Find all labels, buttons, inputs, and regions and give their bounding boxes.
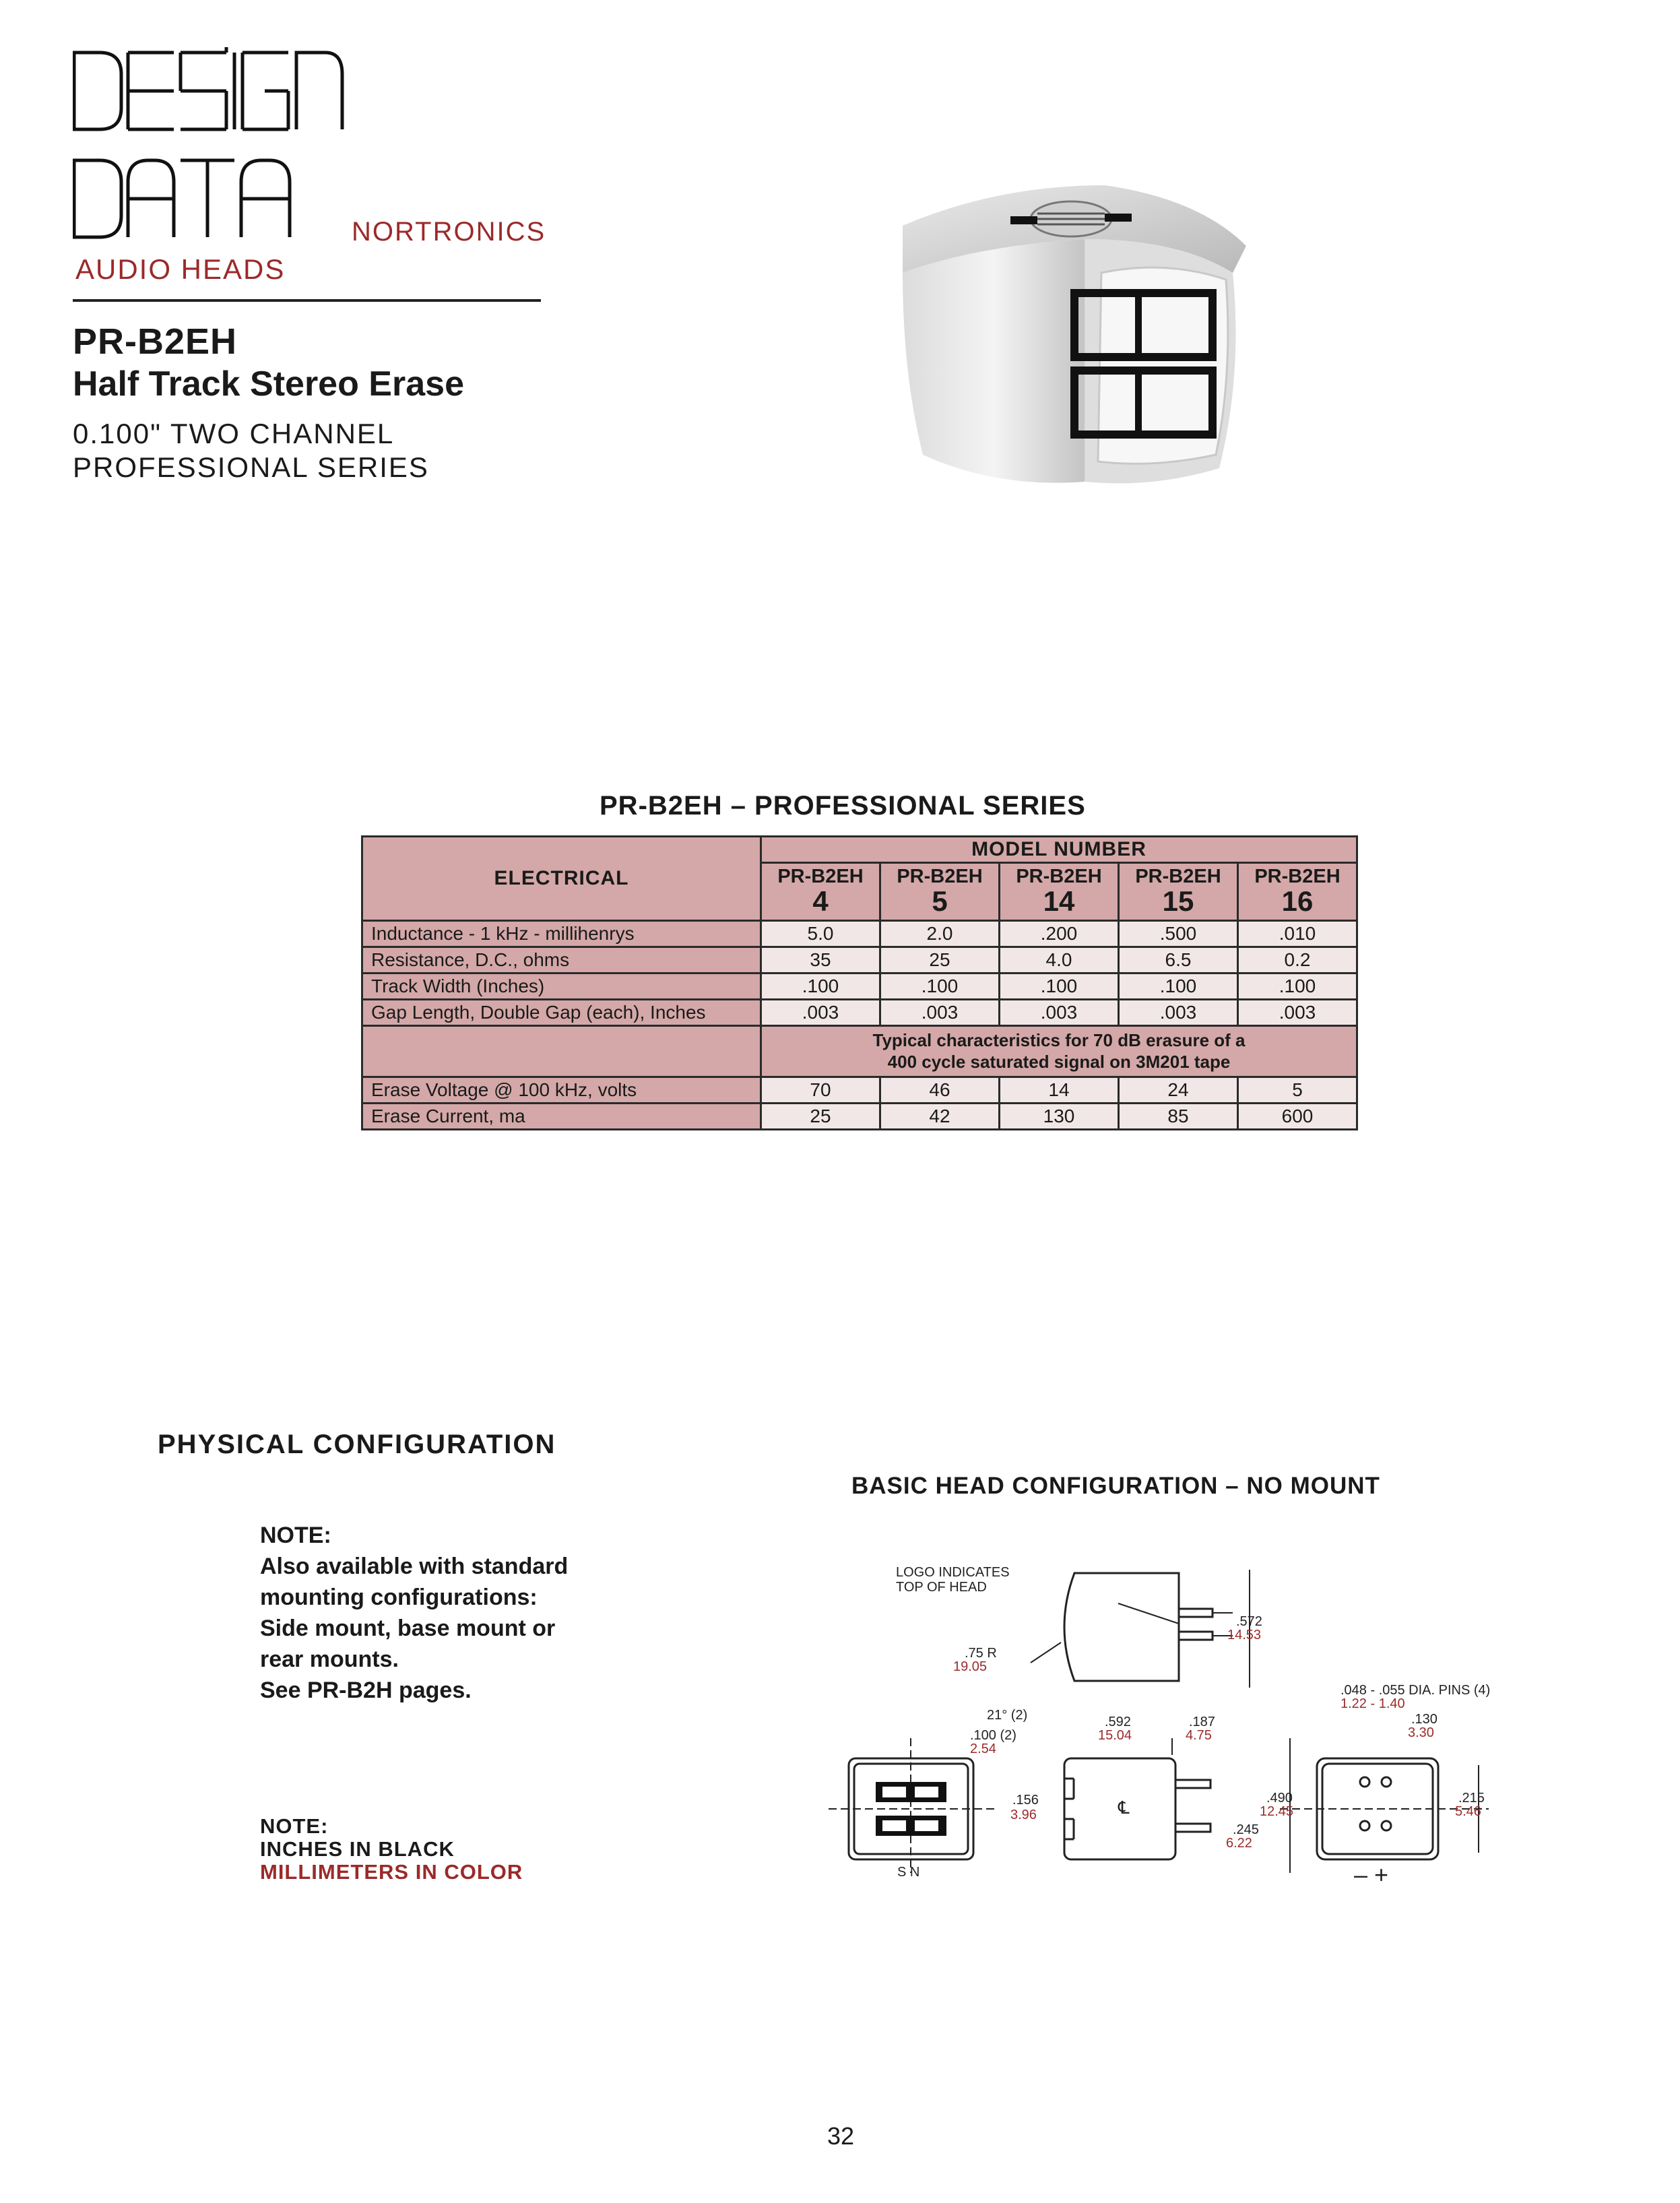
table-cell: 2.0 <box>880 920 1000 947</box>
dim-body-height: .490 <box>1266 1791 1293 1806</box>
table-cell: 4.0 <box>1000 947 1119 973</box>
header-divider <box>73 299 541 302</box>
table-cell: 24 <box>1119 1077 1238 1103</box>
row-label: Gap Length, Double Gap (each), Inches <box>362 999 761 1025</box>
head-dimension-drawing <box>815 1536 1529 1900</box>
table-cell: .100 <box>761 973 880 999</box>
model-col-header: PR-B2EH 4 <box>761 863 880 921</box>
model-col-header: PR-B2EH 15 <box>1119 863 1238 921</box>
dim-pin-offset: .245 <box>1233 1822 1259 1837</box>
table-cell: .200 <box>1000 920 1119 947</box>
dim-body-height-mm: 12.45 <box>1260 1804 1294 1819</box>
table-cell: .003 <box>880 999 1000 1025</box>
table-row <box>362 1103 1357 1129</box>
table-cell: 25 <box>880 947 1000 973</box>
table-title: PR-B2EH – PROFESSIONAL SERIES <box>600 791 1086 821</box>
model-col-header: PR-B2EH 14 <box>1000 863 1119 921</box>
dim-gap-mm: 3.96 <box>1010 1808 1037 1822</box>
brand-name: NORTRONICS <box>352 217 546 247</box>
dim-angle: 21° (2) <box>987 1708 1028 1723</box>
table-row <box>362 973 1357 999</box>
table-row <box>362 947 1357 973</box>
row-label: Erase Voltage @ 100 kHz, volts <box>362 1077 761 1103</box>
dim-pins: .048 - .055 DIA. PINS (4) <box>1340 1683 1491 1698</box>
dim-pin-spacing-mm: 3.30 <box>1408 1725 1434 1740</box>
dim-rear-height: .215 <box>1458 1791 1485 1806</box>
table-cell: 0.2 <box>1238 947 1357 973</box>
table-cell: 130 <box>1000 1103 1119 1129</box>
table-cell: .100 <box>1238 973 1357 999</box>
table-cell: .003 <box>1238 999 1357 1025</box>
table-row <box>362 920 1357 947</box>
model-number-header: MODEL NUMBER <box>761 837 1357 863</box>
dim-pins-mm: 1.22 - 1.40 <box>1340 1696 1405 1711</box>
dim-height: .572 <box>1236 1614 1262 1629</box>
logo-note: LOGO INDICATES <box>896 1565 1010 1580</box>
table-row <box>362 999 1357 1025</box>
dim-radius: .75 R <box>965 1646 997 1661</box>
table-cell: .010 <box>1238 920 1357 947</box>
dim-pin-len-mm: 4.75 <box>1186 1728 1212 1743</box>
table-cell: 14 <box>1000 1077 1119 1103</box>
table-cell: .100 <box>880 973 1000 999</box>
electrical-spec-table <box>361 835 1358 1130</box>
dim-length-mm: 15.04 <box>1098 1728 1132 1743</box>
model-col-header: PR-B2EH 16 <box>1238 863 1357 921</box>
dim-radius-mm: 19.05 <box>953 1659 988 1674</box>
table-cell: 5.0 <box>761 920 880 947</box>
table-row <box>362 1077 1357 1103</box>
logo-note: TOP OF HEAD <box>896 1580 987 1595</box>
model-title: PR-B2EH <box>73 321 238 362</box>
table-note: Typical characteristics for 70 dB erasure of a 400 cycle saturated signal on 3M201 tape <box>761 1025 1357 1077</box>
physical-config-title: PHYSICAL CONFIGURATION <box>158 1430 556 1459</box>
units-note: NOTE: INCHES IN BLACK MILLIMETERS IN COLOR <box>260 1814 523 1884</box>
table-cell: 25 <box>761 1103 880 1129</box>
spec-line-2: PROFESSIONAL SERIES <box>73 451 429 483</box>
dim-length: .592 <box>1105 1715 1131 1729</box>
table-note-row <box>362 1025 1357 1077</box>
table-cell: 5 <box>1238 1077 1357 1103</box>
table-cell: 42 <box>880 1103 1000 1129</box>
table-cell: 35 <box>761 947 880 973</box>
table-cell: .003 <box>1000 999 1119 1025</box>
dim-spacing: .100 (2) <box>970 1728 1016 1743</box>
model-col-header: PR-B2EH 5 <box>880 863 1000 921</box>
dim-gap: .156 <box>1012 1793 1039 1808</box>
section-label: ELECTRICAL <box>362 837 761 921</box>
row-label: Track Width (Inches) <box>362 973 761 999</box>
polarity-label: – + <box>1354 1861 1389 1888</box>
page-number: 32 <box>827 2122 855 2150</box>
dim-pin-spacing: .130 <box>1411 1712 1437 1727</box>
dim-pin-len: .187 <box>1189 1715 1215 1729</box>
row-label: Inductance - 1 kHz - millihenrys <box>362 920 761 947</box>
mounting-note: NOTE: Also available with standard mounting configurations: Side mount, base mount or rear mounts. See PR-B2H pages. <box>260 1523 569 1703</box>
dim-pin-offset-mm: 6.22 <box>1226 1836 1252 1851</box>
table-cell: .500 <box>1119 920 1238 947</box>
dim-height-mm: 14.53 <box>1227 1628 1262 1642</box>
sn-label: S N <box>897 1865 920 1880</box>
product-name: Half Track Stereo Erase <box>73 364 464 404</box>
centerline-symbol: ℄ <box>1118 1797 1130 1818</box>
table-cell: .100 <box>1119 973 1238 999</box>
table-cell: .003 <box>761 999 880 1025</box>
table-cell: .003 <box>1119 999 1238 1025</box>
row-label: Resistance, D.C., ohms <box>362 947 761 973</box>
table-cell: 46 <box>880 1077 1000 1103</box>
category-label: AUDIO HEADS <box>75 253 286 285</box>
table-cell: 600 <box>1238 1103 1357 1129</box>
dim-rear-height-mm: 5.46 <box>1455 1804 1481 1819</box>
basic-config-title: BASIC HEAD CONFIGURATION – NO MOUNT <box>851 1473 1380 1499</box>
spec-line-1: 0.100" TWO CHANNEL <box>73 418 395 449</box>
erase-head-photo <box>896 172 1246 495</box>
dim-spacing-mm: 2.54 <box>970 1742 996 1756</box>
table-cell: .100 <box>1000 973 1119 999</box>
table-cell: 6.5 <box>1119 947 1238 973</box>
table-cell: 70 <box>761 1077 880 1103</box>
table-cell: 85 <box>1119 1103 1238 1129</box>
row-label: Erase Current, ma <box>362 1103 761 1129</box>
